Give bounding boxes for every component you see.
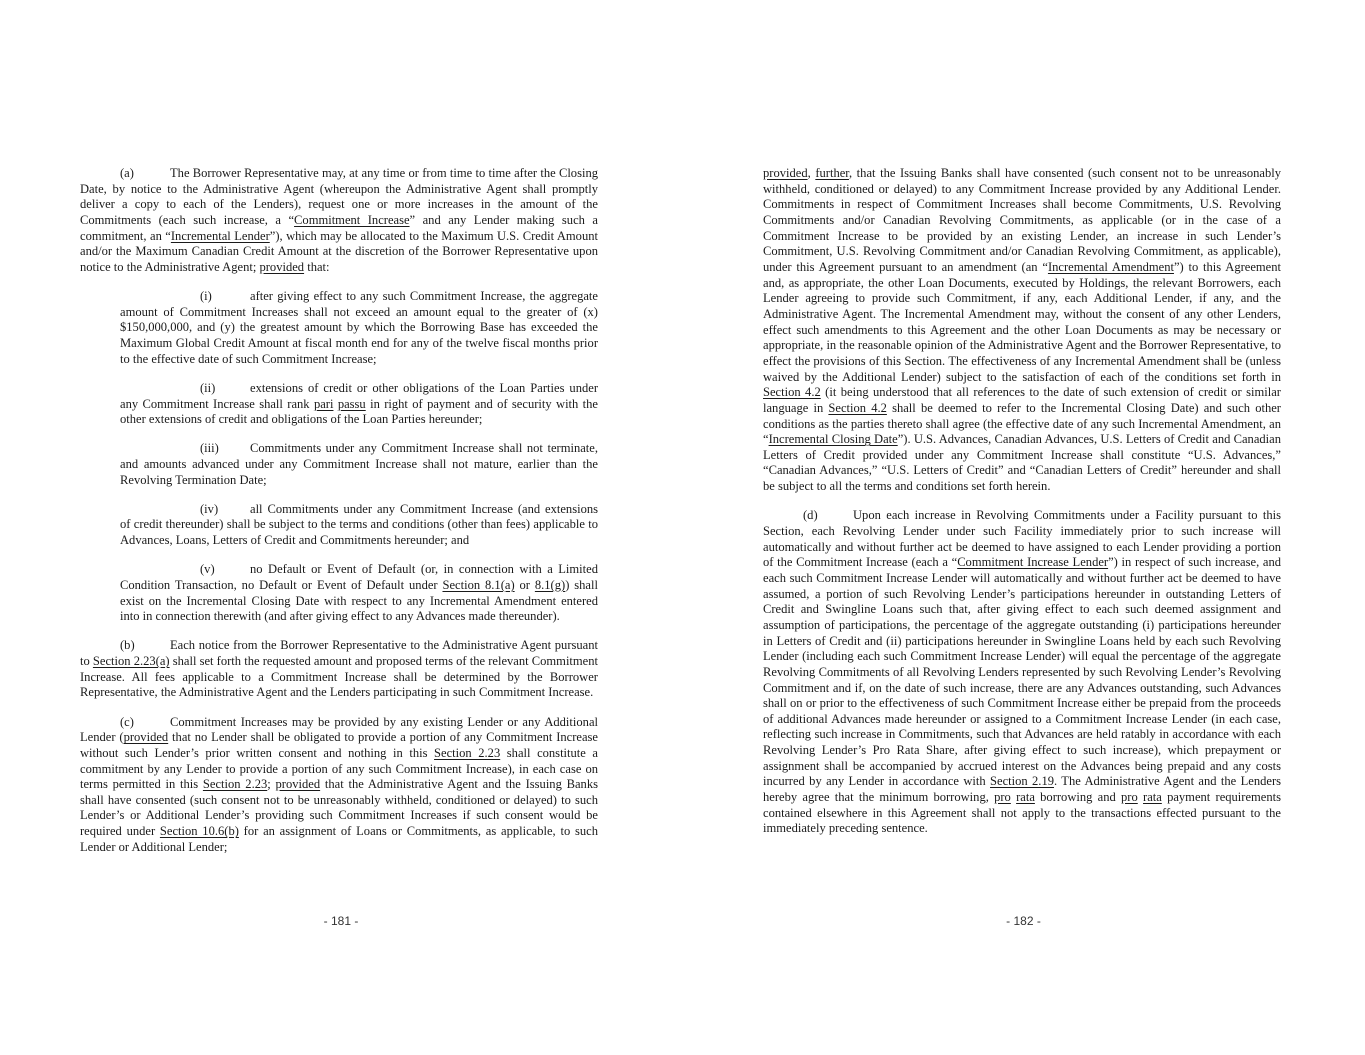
page-body-text [80, 166, 598, 855]
text-run: shall be deemed to refer to the Incremental Closing Date) and such other conditions as the parties thereto shall agree (the effective date of any such Incremental Amendment, an “ [763, 400, 1281, 447]
defined-term: pro [994, 790, 1011, 805]
text-run: or [514, 577, 535, 592]
paragraph-marker: (d) [803, 508, 818, 523]
defined-term: passu [337, 396, 366, 411]
text-run: Each notice from the Borrower Representative to the Administrative Agent pursuant to [80, 638, 598, 669]
text-run: that no Lender shall be obligated to provide a portion of any Commitment Increase without such Lender’s prior written consent and nothing in this [80, 730, 598, 760]
text-run: ) shall exist on the Incremental Closing Date with respect to any Incremental Amendment entered into in connection therewith (and after giving effect to any Advances made thereunder). [120, 577, 598, 624]
text-run: that: [304, 259, 330, 274]
defined-term: provided [275, 777, 321, 792]
defined-term: pari [313, 396, 334, 411]
paragraph-marker: (b) [120, 638, 135, 653]
text-run: borrowing and [1034, 790, 1122, 805]
defined-term: Incremental Lender [170, 228, 270, 243]
text-run: ”), which may be allocated to the Maximum U.S. Credit Amount and/or the Maximum Canadian Credit Amount at the discretion of the Borrower Representative upon notice to the Administrative Agent; [80, 228, 598, 274]
page-number: - 182 - [1006, 914, 1041, 928]
paragraph-marker: (c) [120, 714, 134, 729]
text-run: . The Administrative Agent and the Lenders hereby agree that the minimum borrowing, [763, 774, 1282, 805]
text-run: Commitments under any Commitment Increase shall not terminate, and amounts advanced under any Commitment Increase shall not mature, earlier than the Revolving Termination Date; [120, 441, 598, 487]
text-run: that the Administrative Agent and the Issuing Banks shall have consented (such consent not to be unreasonably withheld, conditioned or delayed) to such Lender’s or Additional Lender’s providing such Commitment Increases if such consent would be required under [80, 777, 598, 839]
defined-term: rata [1143, 790, 1162, 805]
text-run: payment requirements contained elsewhere in this Agreement shall not apply to the transactions effected pursuant to the immediately preceding sentence. [763, 790, 1282, 836]
defined-term: Section 8.1(a) [442, 577, 515, 592]
defined-term: provided [763, 166, 808, 180]
paragraph [120, 441, 598, 488]
text-run: (it being understood that all references to the date of such extension of credit or similar language in [763, 385, 1281, 415]
defined-term: provided [259, 259, 305, 274]
text-run: ; [267, 777, 276, 792]
paragraph-marker: (a) [120, 166, 134, 180]
defined-term: provided [123, 730, 169, 745]
paragraph [763, 166, 1281, 495]
paragraph-marker: (ii) [200, 380, 216, 395]
document-page-182 [682, 0, 1365, 1055]
paragraph-marker: (iii) [200, 441, 219, 456]
text-run: after giving effect to any such Commitment Increase, the aggregate amount of Commitment Increases shall not exceed an amount equal to the greater of (x) $150,000,000, and (y) the greatest amount by which the Borrowing Base has exceeded the Maximum Global Credit Amount at fiscal month end for any of the twelve fiscal months prior to the effective date of such Commitment Increase; [120, 289, 598, 366]
defined-term: 8.1(g) [534, 577, 566, 592]
paragraph [120, 381, 598, 428]
defined-term: Section 10.6(b) [159, 824, 239, 839]
paragraph-marker: (v) [200, 562, 215, 577]
text-run: shall constitute a commitment by any Lender to provide a portion of any such Commitment Increase), in each case on terms permitted in this [80, 745, 598, 792]
defined-term: Section 2.23 [202, 777, 268, 792]
defined-term: further [815, 166, 849, 180]
defined-term: pro [1121, 790, 1138, 805]
paragraph [80, 166, 598, 276]
paragraph [80, 638, 598, 701]
defined-term: Section 2.23(a) [92, 654, 170, 669]
paragraph [120, 502, 598, 549]
page-body-text [763, 166, 1281, 837]
defined-term: rata [1016, 790, 1035, 805]
page-number: - 181 - [323, 914, 359, 928]
text-run: in right of payment and of security with the other extensions of credit and obligations of the Loan Parties hereunder; [120, 396, 599, 427]
text-run: The Borrower Representative may, at any time or from time to time after the Closing Date, by notice to the Administrative Agent (whereupon the Administrative Agent shall promptly deliver a copy to each of the Lenders), request one or more increases in the amount of the Commitments (each such increase, a “ [80, 166, 598, 227]
defined-term: Section 2.23 [434, 745, 501, 760]
paragraph [120, 289, 598, 367]
text-run: no Default or Event of Default (or, in connection with a Limited Condition Transaction, no Default or Event of Default under [120, 562, 598, 592]
text-run: extensions of credit or other obligations of the Loan Parties under any Commitment Increase shall rank [120, 380, 598, 411]
text-run: Upon each increase in Revolving Commitments under a Facility pursuant to this Section, each Revolving Lender under such Facility immediately prior to such increase will automatically and without further act be deemed to have assigned to each Lender providing a portion of the Commitment Increase (each a “ [763, 508, 1281, 570]
defined-term: Commitment Increase [294, 212, 410, 227]
paragraph-marker: (iv) [200, 501, 219, 516]
defined-term: Commitment Increase Lender [957, 555, 1109, 570]
paragraph-marker: (i) [200, 289, 212, 304]
text-run: shall set forth the requested amount and proposed terms of the relevant Commitment Increase. All fees applicable to a Commitment Increase shall be determined by the Borrower Representative, the Administrative Agent and the Lenders participating in such Commitment Increase. [80, 654, 598, 700]
defined-term: Incremental Amendment [1047, 259, 1174, 274]
document-page-181 [0, 0, 682, 1055]
text-run: Commitment Increases may be provided by any existing Lender or any Additional Lender ( [80, 714, 598, 745]
defined-term: Incremental Closing Date [768, 432, 898, 447]
text-run: ” and any Lender making such a commitment, an “ [80, 212, 598, 243]
text-run: ”) to this Agreement and, as appropriate, the other Loan Documents, executed by Holdings, the relevant Borrowers, each Lender agreeing to provide such Commitment, if any, each Additional Lender, if any, and the Administrative Agent. The Incremental Amendment may, without the consent of any other Lenders, effect such amendments to this Agreement and the other Loan Documents as may be necessary or appropriate, in the reasonable opinion of the Administrative Agent and the Borrower Representative, to effect the provisions of this Section. The effectiveness of any Incremental Amendment shall be (unless waived by the Additional Lender) subject to the satisfaction of each of the conditions set forth in [763, 259, 1281, 384]
text-run: , [807, 166, 816, 180]
paragraph [80, 715, 598, 856]
defined-term: Section 4.2 [828, 400, 887, 415]
text-run: for an assignment of Loans or Commitments, as applicable, to such Lender or Additional Lender; [80, 824, 598, 854]
defined-term: Section 2.19 [990, 774, 1054, 789]
text-run: ”). U.S. Advances, Canadian Advances, U.S. Letters of Credit and Canadian Letters of Credit provided under any Commitment Increase shall constitute “U.S. Advances,” “Canadian Advances,” “U.S. Letters of Credit” and “Canadian Letters of Credit” hereunder and shall be subject to all the terms and conditions set forth herein. [763, 432, 1281, 494]
text-run: ”) in respect of such increase, and each such Commitment Increase Lender will automatically and without further act be deemed to have assumed, a portion of such Revolving Lender’s participations hereunder in outstanding Letters of Credit and Swingline Loans such that, after giving effect to each such deemed assignment and assumption of participations, the percentage of the aggregate outstanding (i) participations hereunder in Letters of Credit and (ii) participations hereunder in Swingline Loans held by each such Revolving Lender (including each such Commitment Increase Lender) will equal the percentage of the aggregate Revolving Commitments of all Revolving Lenders represented by such Revolving Lender’s Revolving Commitment and if, on the date of such increase, there are any Advances outstanding, such Advances shall on or prior to the effectiveness of such Commitment Increase either be prepaid from the proceeds of additional Advances made hereunder or assigned to a Commitment Increase Lender (in each case, reflecting such increase in Commitments, such that Advances are held ratably in accordance with each Revolving Lender’s Pro Rata Share, after giving effect to such increase), which prepayment or assignment shall be accompanied by accrued interest on the Advances being prepaid and any costs incurred by any Lender in accordance with [763, 555, 1282, 789]
defined-term: Section 4.2 [763, 385, 821, 400]
text-run: all Commitments under any Commitment Increase (and extensions of credit thereunder) shall be subject to the terms and conditions (other than fees) applicable to Advances, Loans, Letters of Credit and Commitments hereunder; and [120, 501, 598, 548]
paragraph [763, 508, 1281, 837]
text-run: , that the Issuing Banks shall have consented (such consent not to be unreasonably withheld, conditioned or delayed) to any Commitment Increase provided by any Additional Lender. Commitments in respect of Commitment Increases shall become Commitments, U.S. Revolving Commitments and/or Canadian Revolving Commitments, as applicable (or in the case of a Commitment Increase to be provided by an existing Lender, an increase in such Lender’s Commitment, U.S. Revolving Commitment and/or Canadian Revolving Commitment, as applicable), under this Agreement pursuant to an amendment (an “ [763, 166, 1281, 274]
paragraph [120, 562, 598, 625]
